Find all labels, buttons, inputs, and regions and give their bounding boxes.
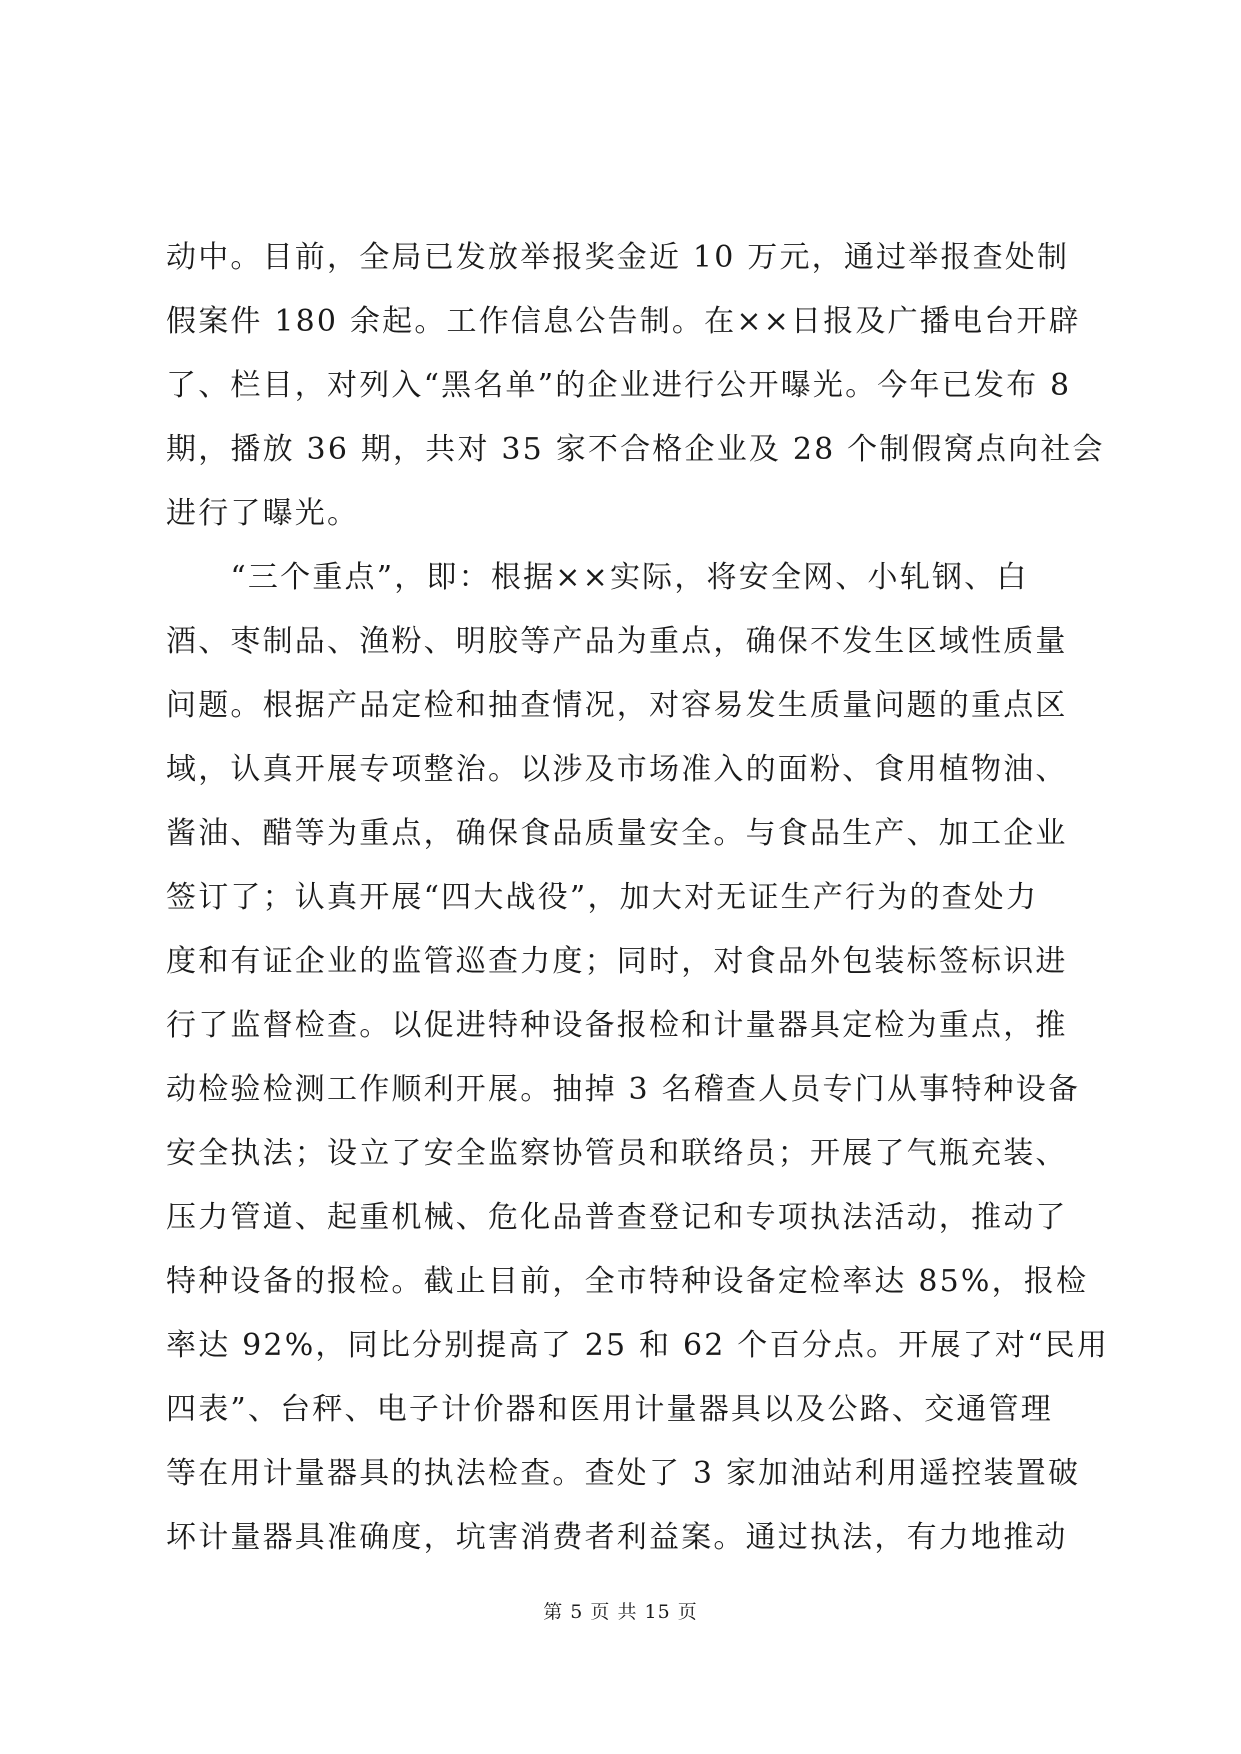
body-text	[166, 226, 1110, 1570]
text-line: “三个重点”，即：根据××实际，将安全网、小轧钢、白	[166, 560, 1029, 595]
text-line: 四表”、台秤、电子计价器和医用计量器具以及公路、交通管理	[166, 1392, 1053, 1427]
text-line: 动中。目前，全局已发放举报奖金近 10 万元，通过举报查处制	[166, 240, 1070, 275]
text-line: 率达 92%，同比分别提高了 25 和 62 个百分点。开展了对“民用	[166, 1328, 1110, 1363]
text-line: 酱油、醋等为重点，确保食品质量安全。与食品生产、加工企业	[166, 816, 1068, 851]
text-line: 域，认真开展专项整治。以涉及市场准入的面粉、食用植物油、	[166, 752, 1068, 787]
text-line: 压力管道、起重机械、危化品普查登记和专项执法活动，推动了	[166, 1200, 1068, 1235]
text-line: 坏计量器具准确度，坑害消费者利益案。通过执法，有力地推动	[166, 1520, 1068, 1555]
text-line: 酒、枣制品、渔粉、明胶等产品为重点，确保不发生区域性质量	[166, 624, 1068, 659]
text-line: 度和有证企业的监管巡查力度；同时，对食品外包装标签标识进	[166, 944, 1068, 979]
text-line: 行了监督检查。以促进特种设备报检和计量器具定检为重点，推	[166, 1008, 1068, 1043]
text-line: 假案件 180 余起。工作信息公告制。在××日报及广播电台开辟	[166, 304, 1081, 339]
page-footer	[0, 1600, 1241, 1624]
text-line: 问题。根据产品定检和抽查情况，对容易发生质量问题的重点区	[166, 688, 1068, 723]
text-line: 进行了曝光。	[166, 496, 360, 531]
text-line: 等在用计量器具的执法检查。查处了 3 家加油站利用遥控装置破	[166, 1456, 1081, 1491]
text-line: 签订了；认真开展“四大战役”，加大对无证生产行为的查处力	[166, 880, 1039, 915]
text-line: 了、栏目，对列入“黑名单”的企业进行公开曝光。今年已发布 8	[166, 368, 1072, 403]
page-number: 第 5 页 共 15 页	[543, 1601, 698, 1623]
text-line: 动检验检测工作顺利开展。抽掉 3 名稽查人员专门从事特种设备	[166, 1072, 1081, 1107]
text-line: 特种设备的报检。截止目前，全市特种设备定检率达 85%，报检	[166, 1264, 1089, 1299]
text-line: 期，播放 36 期，共对 35 家不合格企业及 28 个制假窝点向社会	[166, 432, 1105, 467]
text-line: 安全执法；设立了安全监察协管员和联络员；开展了气瓶充装、	[166, 1136, 1068, 1171]
